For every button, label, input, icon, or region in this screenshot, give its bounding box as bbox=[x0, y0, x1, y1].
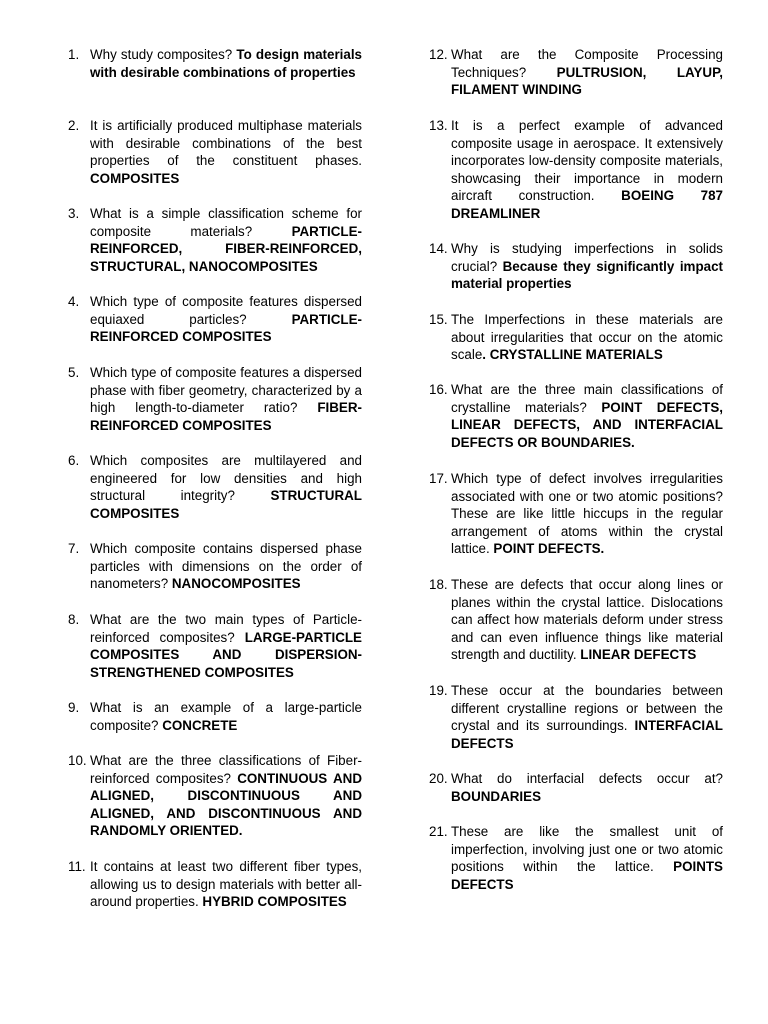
item-number: 5. bbox=[68, 365, 80, 380]
question-item-14 bbox=[429, 240, 723, 293]
question-item-4 bbox=[68, 293, 362, 346]
item-number: 18. bbox=[429, 577, 448, 592]
answer-text: PULTRUSION, LAYUP, FILAMENT WINDING bbox=[451, 64, 723, 98]
question-text: The Imperfections in these materials are about irregularities that occur on the atomic scale bbox=[451, 312, 723, 363]
item-number: 15. bbox=[429, 312, 448, 327]
item-number: 9. bbox=[68, 700, 80, 715]
item-number: 13. bbox=[429, 118, 448, 133]
item-text bbox=[90, 364, 362, 434]
question-text: Which composite contains dispersed phase particles with dimensions on the order of nanometers? bbox=[90, 541, 362, 592]
question-text: Which composites are multilayered and engineered for low densities and high structural integrity? bbox=[90, 453, 362, 504]
item-text bbox=[451, 117, 723, 223]
question-item-1 bbox=[68, 46, 362, 81]
item-text bbox=[90, 540, 362, 593]
item-text bbox=[451, 770, 723, 805]
item-number: 21. bbox=[429, 824, 448, 839]
item-text bbox=[451, 240, 723, 293]
question-item-3 bbox=[68, 205, 362, 275]
question-text: Why is studying imperfections in solids crucial? bbox=[451, 241, 723, 274]
item-text bbox=[90, 611, 362, 681]
question-item-8 bbox=[68, 611, 362, 681]
question-text: What is an example of a large-particle composite? bbox=[90, 700, 362, 733]
item-number: 3. bbox=[68, 206, 80, 221]
item-number: 19. bbox=[429, 683, 448, 698]
question-text: Why study composites? bbox=[90, 47, 237, 62]
item-number: 11. bbox=[68, 859, 86, 874]
answer-text: POINTS DEFECTS bbox=[451, 859, 723, 892]
item-number: 7. bbox=[68, 541, 80, 556]
question-text: What are the three classifications of Fiber-reinforced composites? bbox=[90, 753, 362, 786]
question-item-12 bbox=[429, 46, 723, 99]
question-item-13 bbox=[429, 117, 723, 223]
question-item-11 bbox=[68, 858, 362, 911]
question-text: Which type of composite features a dispersed phase with fiber geometry, characterized by a high length-to-diameter ratio? bbox=[90, 365, 362, 416]
question-text: These are defects that occur along lines or planes within the crystal lattice. Dislocations can affect how materials deform under stress and can even influence things like material strength and ductility. bbox=[451, 577, 723, 663]
question-item-7 bbox=[68, 540, 362, 593]
answer-text: HYBRID COMPOSITES bbox=[202, 894, 347, 910]
item-number: 12. bbox=[429, 47, 448, 62]
answer-text: LARGE-PARTICLE COMPOSITES AND DISPERSION-STRENGTHENED COMPOSITES bbox=[90, 629, 362, 680]
item-number: 6. bbox=[68, 453, 80, 468]
question-text: What are the three main classifications of crystalline materials? bbox=[451, 382, 723, 415]
answer-text: CONTINUOUS AND ALIGNED, DISCONTINUOUS AND ALIGNED, AND DISCONTINUOUS AND RANDOMLY ORIENTED. bbox=[90, 770, 362, 839]
question-text: What do interfacial defects occur at? bbox=[451, 771, 723, 786]
answer-text: POINT DEFECTS. bbox=[493, 541, 605, 557]
question-text: Which type of defect involves irregularities associated with one or two atomic positions? These are like little hiccups in the regular arrangement of atoms within the crystal lattice. bbox=[451, 471, 723, 557]
question-text: What are the two main types of Particle-reinforced composites? bbox=[90, 612, 362, 645]
item-text bbox=[451, 46, 723, 99]
question-item-18 bbox=[429, 576, 723, 664]
item-text bbox=[451, 381, 723, 451]
answer-text: Because they significantly impact material properties bbox=[451, 258, 723, 292]
question-item-19 bbox=[429, 682, 723, 752]
item-number: 20. bbox=[429, 771, 448, 786]
item-number: 14. bbox=[429, 241, 448, 256]
item-number: 4. bbox=[68, 294, 80, 309]
answer-text: INTERFACIAL DEFECTS bbox=[451, 718, 723, 751]
item-number: 10. bbox=[68, 753, 87, 768]
answer-text: COMPOSITES bbox=[90, 170, 180, 186]
item-number: 1. bbox=[68, 47, 80, 62]
item-text bbox=[451, 470, 723, 558]
item-text bbox=[451, 682, 723, 752]
question-item-10 bbox=[68, 752, 362, 840]
question-item-6 bbox=[68, 452, 362, 522]
item-number: 2. bbox=[68, 118, 80, 133]
question-item-15 bbox=[429, 311, 723, 364]
item-text bbox=[90, 452, 362, 522]
question-item-2 bbox=[68, 117, 362, 187]
item-number: 17. bbox=[429, 471, 448, 486]
answer-text: BOEING 787 DREAMLINER bbox=[451, 188, 723, 221]
item-text bbox=[90, 205, 362, 275]
question-text: These occur at the boundaries between different crystalline regions or between the crystal and its surroundings. bbox=[451, 683, 723, 734]
item-text bbox=[90, 858, 362, 911]
item-text bbox=[451, 311, 723, 364]
item-text bbox=[90, 293, 362, 346]
answer-text: FIBER-REINFORCED COMPOSITES bbox=[90, 400, 362, 433]
question-item-9 bbox=[68, 699, 362, 734]
question-text: It is a perfect example of advanced composite usage in aerospace. It extensively incorporates low-density composite materials, showcasing their importance in modern aircraft construction. bbox=[451, 118, 723, 204]
item-text bbox=[90, 46, 362, 81]
item-text bbox=[451, 576, 723, 664]
answer-text: LINEAR DEFECTS bbox=[580, 647, 697, 663]
question-item-21 bbox=[429, 823, 723, 893]
question-item-5 bbox=[68, 364, 362, 434]
question-text: It is artificially produced multiphase materials with desirable combinations of the best properties of the constituent phases. bbox=[90, 118, 362, 169]
item-text bbox=[90, 699, 362, 734]
question-item-17 bbox=[429, 470, 723, 558]
question-item-20 bbox=[429, 770, 723, 805]
answer-text: . CRYSTALLINE MATERIALS bbox=[482, 347, 663, 363]
answer-text: CONCRETE bbox=[162, 717, 238, 733]
item-text bbox=[90, 752, 362, 840]
item-text bbox=[451, 823, 723, 893]
question-item-16 bbox=[429, 381, 723, 451]
answer-text: POINT DEFECTS, LINEAR DEFECTS, AND INTERFACIAL DEFECTS OR BOUNDARIES. bbox=[451, 399, 723, 450]
answer-text: To design materials with desirable combinations of properties bbox=[90, 47, 362, 80]
answer-text: BOUNDARIES bbox=[451, 788, 542, 804]
question-text: What are the Composite Processing Techniques? bbox=[451, 47, 723, 80]
item-number: 8. bbox=[68, 612, 80, 627]
answer-text: NANOCOMPOSITES bbox=[171, 576, 301, 592]
question-text: What is a simple classification scheme for composite materials? bbox=[90, 206, 362, 239]
question-text: It contains at least two different fiber types, allowing us to design materials with better all-around properties. bbox=[90, 859, 362, 910]
answer-text: STRUCTURAL COMPOSITES bbox=[90, 488, 362, 521]
answer-text: PARTICLE-REINFORCED, FIBER-REINFORCED, STRUCTURAL, NANOCOMPOSITES bbox=[90, 223, 362, 274]
item-text bbox=[90, 117, 362, 187]
question-text: Which type of composite features dispersed equiaxed particles? bbox=[90, 294, 362, 327]
question-text: These are like the smallest unit of imperfection, involving just one or two atomic positions within the lattice. bbox=[451, 824, 723, 875]
answer-text: PARTICLE-REINFORCED COMPOSITES bbox=[90, 311, 362, 345]
item-number: 16. bbox=[429, 382, 448, 397]
